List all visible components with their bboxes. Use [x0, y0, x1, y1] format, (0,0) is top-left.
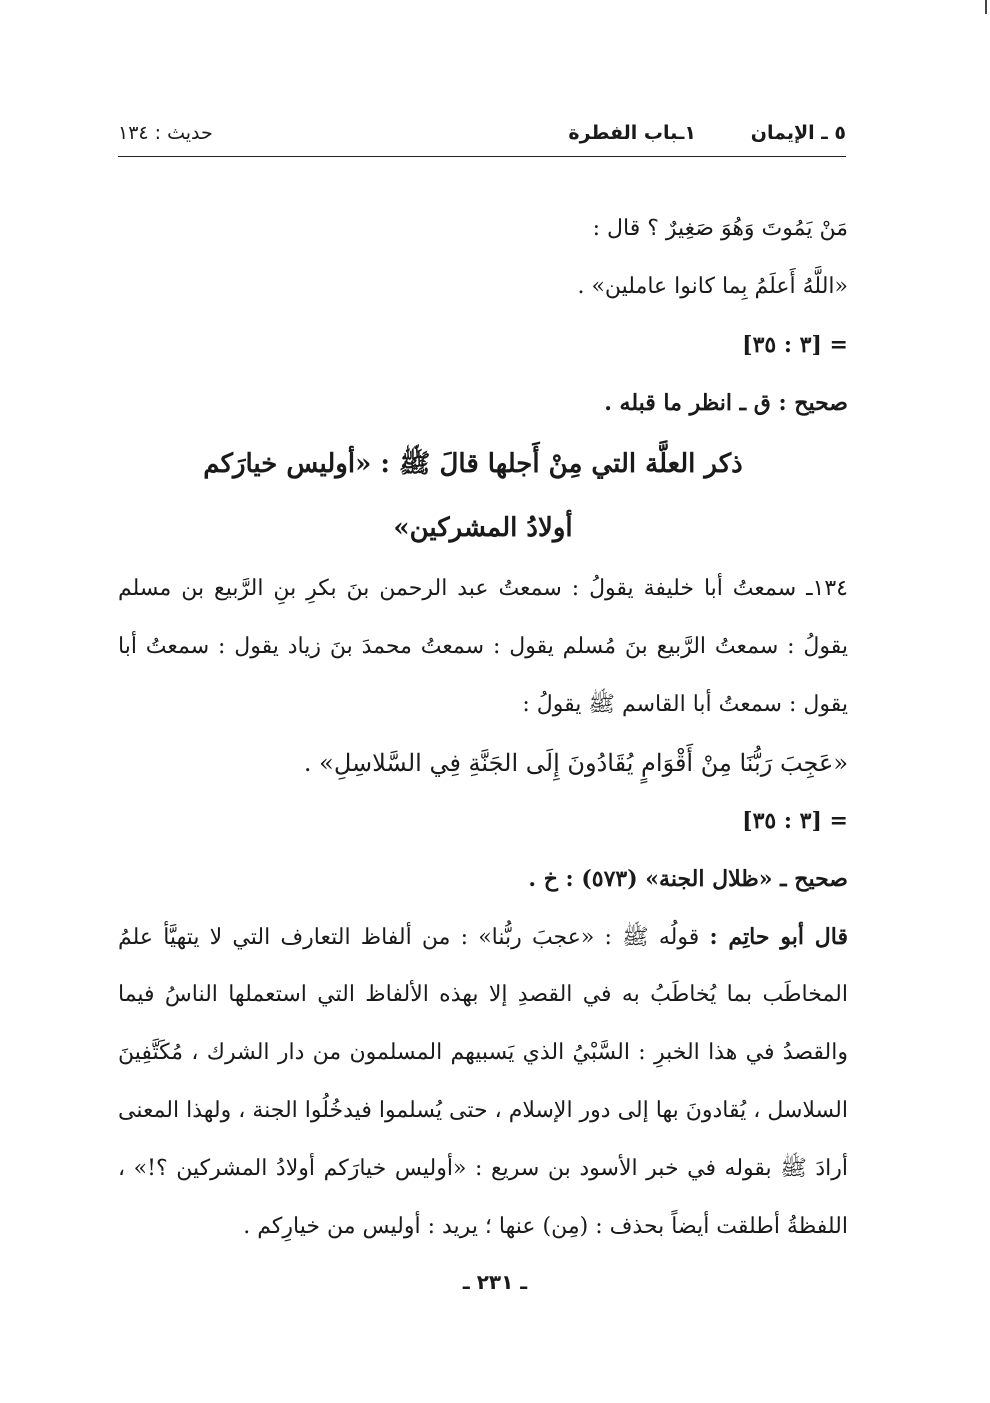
section-heading-line-2: أولادُ المشركين» — [393, 513, 573, 543]
hadith-isnad-line-3: يقول : سمعتُ أبا القاسم ﷺ يقولُ : — [522, 692, 848, 717]
header-section: ١ـباب الفطرة — [568, 122, 696, 144]
header-hadith-ref: حديث : ١٣٤ — [118, 122, 213, 144]
reference-line: = [٣ : ٣٥] — [742, 332, 848, 358]
hadith-reference: = [٣ : ٣٥] — [742, 808, 848, 834]
hadith-isnad-line-2: يقولُ : سمعتُ الرَّبيع بنَ مُسلم يقول : سمعتُ محمدَ بنَ زياد يقول : سمعتُ أبا — [118, 634, 848, 659]
commentary-speaker: قال أبو حاتِم : — [709, 924, 848, 950]
hadith-quote: «عَجِبَ رَبُّنَا مِنْ أَقْوَامٍ يُقَادُونَ إِلَى الجَنَّةِ فِي السَّلاسِلِ» . — [303, 749, 848, 777]
page-body — [118, 200, 848, 1256]
header-chapter: ٥ ـ الإيمان — [750, 122, 846, 144]
commentary-text: قولُه ﷺ : «عجبَ ربُّنا» : من ألفاظ التعارف التي لا يتهيَّأ علمُ — [118, 925, 700, 950]
commentary-line-3: والقصدُ في هذا الخبرِ : السَّبْيُ الذي يَسبيهم المسلمون من دار الشرك ، مُكَتَّفِينَ — [118, 1040, 848, 1065]
grade-line: صحيح : ق ـ انظر ما قبله . — [604, 390, 848, 416]
commentary-line-5: أرادَ ﷺ بقوله في خبر الأسود بن سريع : «أوليس خيارَكم أولادُ المشركين ؟!» ، — [118, 1156, 848, 1181]
hadith-grade: صحيح ـ «ظلال الجنة» (٥٧٣) : خ . — [528, 866, 848, 892]
section-heading-line-1: ذكر العلَّة التي مِنْ أَجلها قالَ ﷺ : «أوليس خيارَكم — [203, 449, 743, 479]
commentary-line-1 — [118, 908, 848, 966]
text-line: مَنْ يَمُوتَ وَهُوَ صَغِيرٌ ؟ قال : — [592, 216, 848, 241]
quote-line: «اللَّهُ أَعلَمُ بِما كانوا عاملين» . — [577, 274, 848, 299]
commentary-line-6: اللفظةُ أطلقت أيضاً بحذف : (مِن) عنها ؛ يريد : أوليس من خيارِكم . — [243, 1214, 848, 1239]
commentary-line-2: المخاطَب بما يُخاطَبُ به في القصدِ إلا بهذه الألفاظ التي استعملها الناسُ فيما — [118, 982, 848, 1007]
page-edge-mark — [985, 0, 987, 14]
running-header — [118, 120, 846, 157]
commentary-line-4: السلاسل ، يُقادونَ بها إلى دور الإسلام ، حتى يُسلموا فيدخُلُوا الجنة ، ولهذا المعنى — [118, 1098, 848, 1123]
page-number: ـ ٢٣١ ـ — [462, 1270, 528, 1294]
hadith-isnad-line-1: ١٣٤ـ سمعتُ أبا خليفة يقولُ : سمعتُ عبد الرحمن بنَ بكرِ بنِ الرَّبيع بن مسلم — [118, 576, 848, 601]
